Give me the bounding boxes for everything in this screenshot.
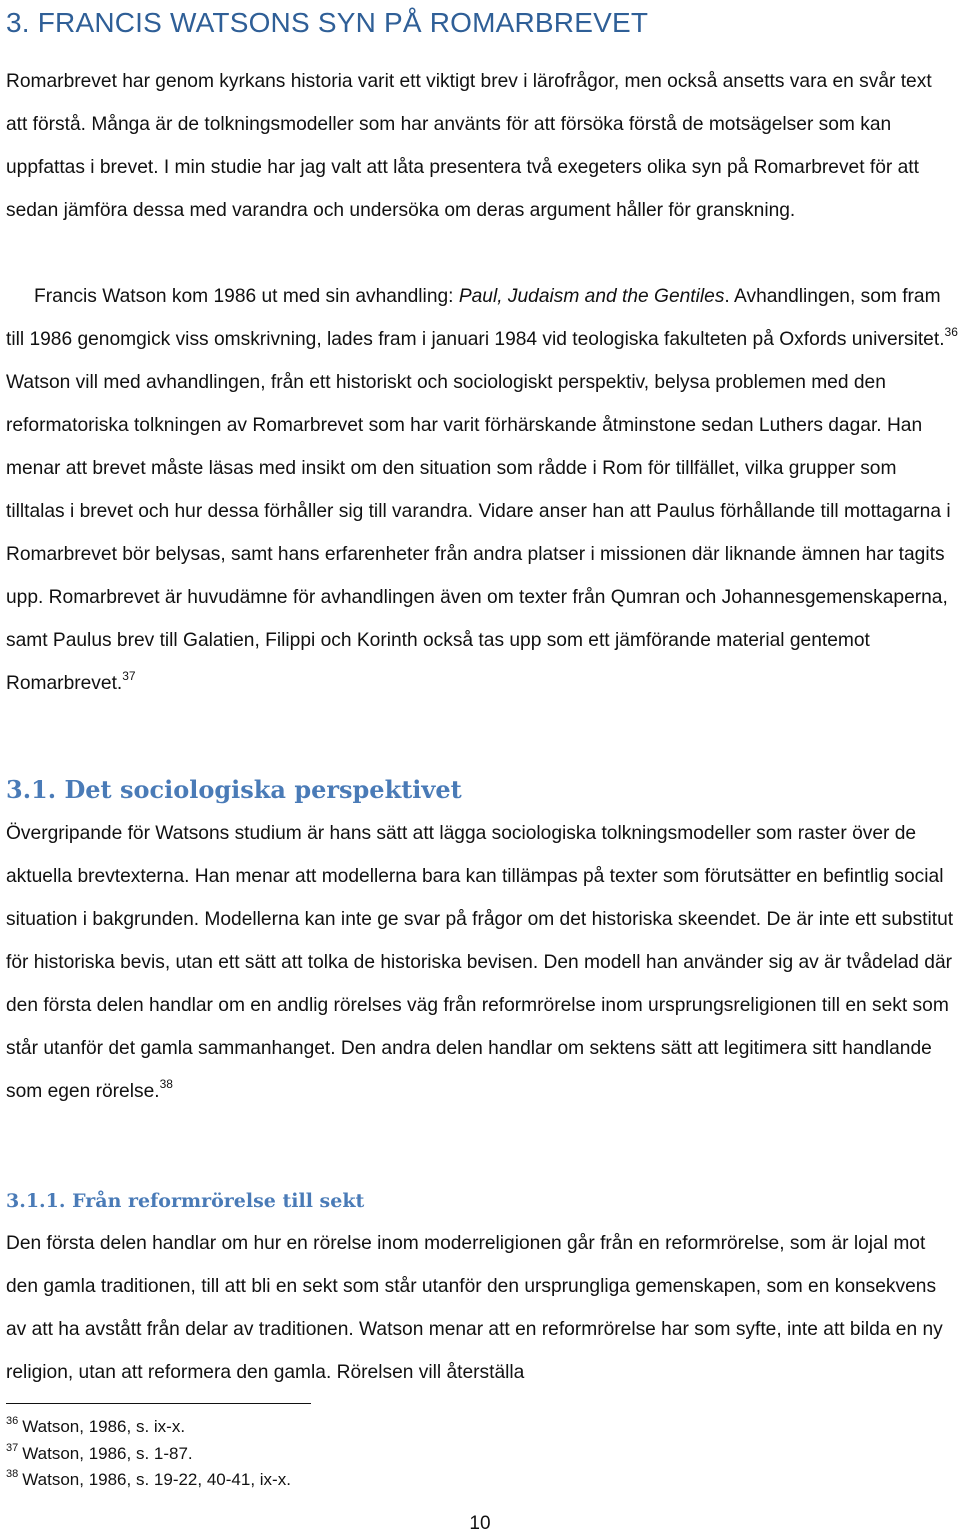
paragraph-text: Francis Watson kom 1986 ut med sin avhandling: [34,286,459,307]
footnote-38 [6,1467,706,1494]
subsection-heading: 3.1. Det sociologiska perspektivet [6,775,462,804]
paragraph-sociological-perspective [6,812,958,1113]
footnote-separator [6,1403,311,1404]
footnote-ref-38[interactable]: 38 [159,1077,173,1091]
footnote-text: Watson, 1986, s. 1-87. [22,1443,193,1463]
paragraph-text: Övergripande för Watsons studium är hans sätt att lägga sociologiska tolkningsmodeller som raster över de aktuella brevtexterna. Han menar att modellerna bara kan tillämpas på texter som förutsätter en befintlig social situation i bakgrunden. Modellerna kan inte ge svar på frågor om det historiska skeendet. De är inte ett substitut för historiska bevis, utan ett sätt att tolka de historiska bevisen. Den modell han använder sig av är tvådelad där den första delen handlar om en andlig rörelses väg från reformrörelse inom ursprungsreligionen till en sekt som står utanför det gamla sammanhanget. Den andra delen handlar om sektens sätt att legitimera sitt handlande som egen rörelse. [6,823,954,1102]
footnote-text: Watson, 1986, s. ix-x. [22,1417,186,1436]
paragraph-text: . Avhandlingen, som fram till 1986 genomgick viss omskrivning, lades fram i januari 1984 vid teologiska fakulteten på Oxfords universitet. [6,286,945,350]
subsubsection-heading: 3.1.1. Från reformrörelse till sekt [6,1190,365,1212]
book-title: Paul, Judaism and the Gentiles [458,286,725,307]
footnote-number: 38 [6,1468,19,1480]
footnote-text: Watson, 1986, s. 19-22, 40-41, ix-x. [22,1470,291,1489]
footnotes [6,1414,706,1494]
footnote-36 [6,1414,706,1441]
footnote-ref-36[interactable]: 36 [944,325,958,339]
footnote-number: 37 [6,1441,19,1454]
paragraph-text: Watson vill med avhandlingen, från ett historiskt och sociologiskt perspektiv, belysa problemen med den reformatoriska tolkningen av Romarbrevet som har varit förhärskande åtminstone sedan Luthers dagar. Han menar att brevet måste läsas med insikt om den situation som rådde i Rom för tillfället, vilka grupper som tilltalas i brevet och hur dessa förhåller sig till varandra. Vidare anser han att Paulus förhållande till mottagarna i Romarbrevet bör belysas, samt hans erfarenheter från andra platser i missionen där liknande ämnen har tagits upp. Romarbrevet är huvudämne för avhandlingen även om texter från Qumran och Johannesgemenskaperna, samt Paulus brev till Galatien, Filippi och Korinth också tas upp som ett jämförande material gentemot Romarbrevet. [6,372,951,694]
paragraph-watson-dissertation [6,275,958,705]
paragraph-intro: Romarbrevet har genom kyrkans historia varit ett viktigt brev i lärofrågor, men också ansetts vara en svår text att förstå. Många är de tolkningsmodeller som har använts för att försöka förstå de motsägelser som kan uppfattas i brevet. I min studie har jag valt att låta presentera två exegeters olika syn på Romarbrevet för att sedan jämföra dessa med varandra och undersöka om deras argument håller för granskning. [6,71,932,221]
footnote-37 [6,1441,706,1468]
section-heading: 3. FRANCIS WATSONS SYN PÅ ROMARBREVET [6,7,649,38]
footnote-ref-37[interactable]: 37 [122,669,136,683]
paragraph-reform-to-sect: Den första delen handlar om hur en rörelse inom moderreligionen går från en reformrörelse, som är lojal mot den gamla traditionen, till att bli en sekt som står utanför den ursprungliga gemenskapen, som en konsekvens av att ha avstått från delar av traditionen. Watson menar att en reformrörelse har som syfte, inte att bilda en ny religion, utan att reformera den gamla. Rörelsen vill återställa [6,1233,943,1383]
page-number: 10 [469,1513,491,1534]
footnote-number: 36 [6,1415,19,1427]
